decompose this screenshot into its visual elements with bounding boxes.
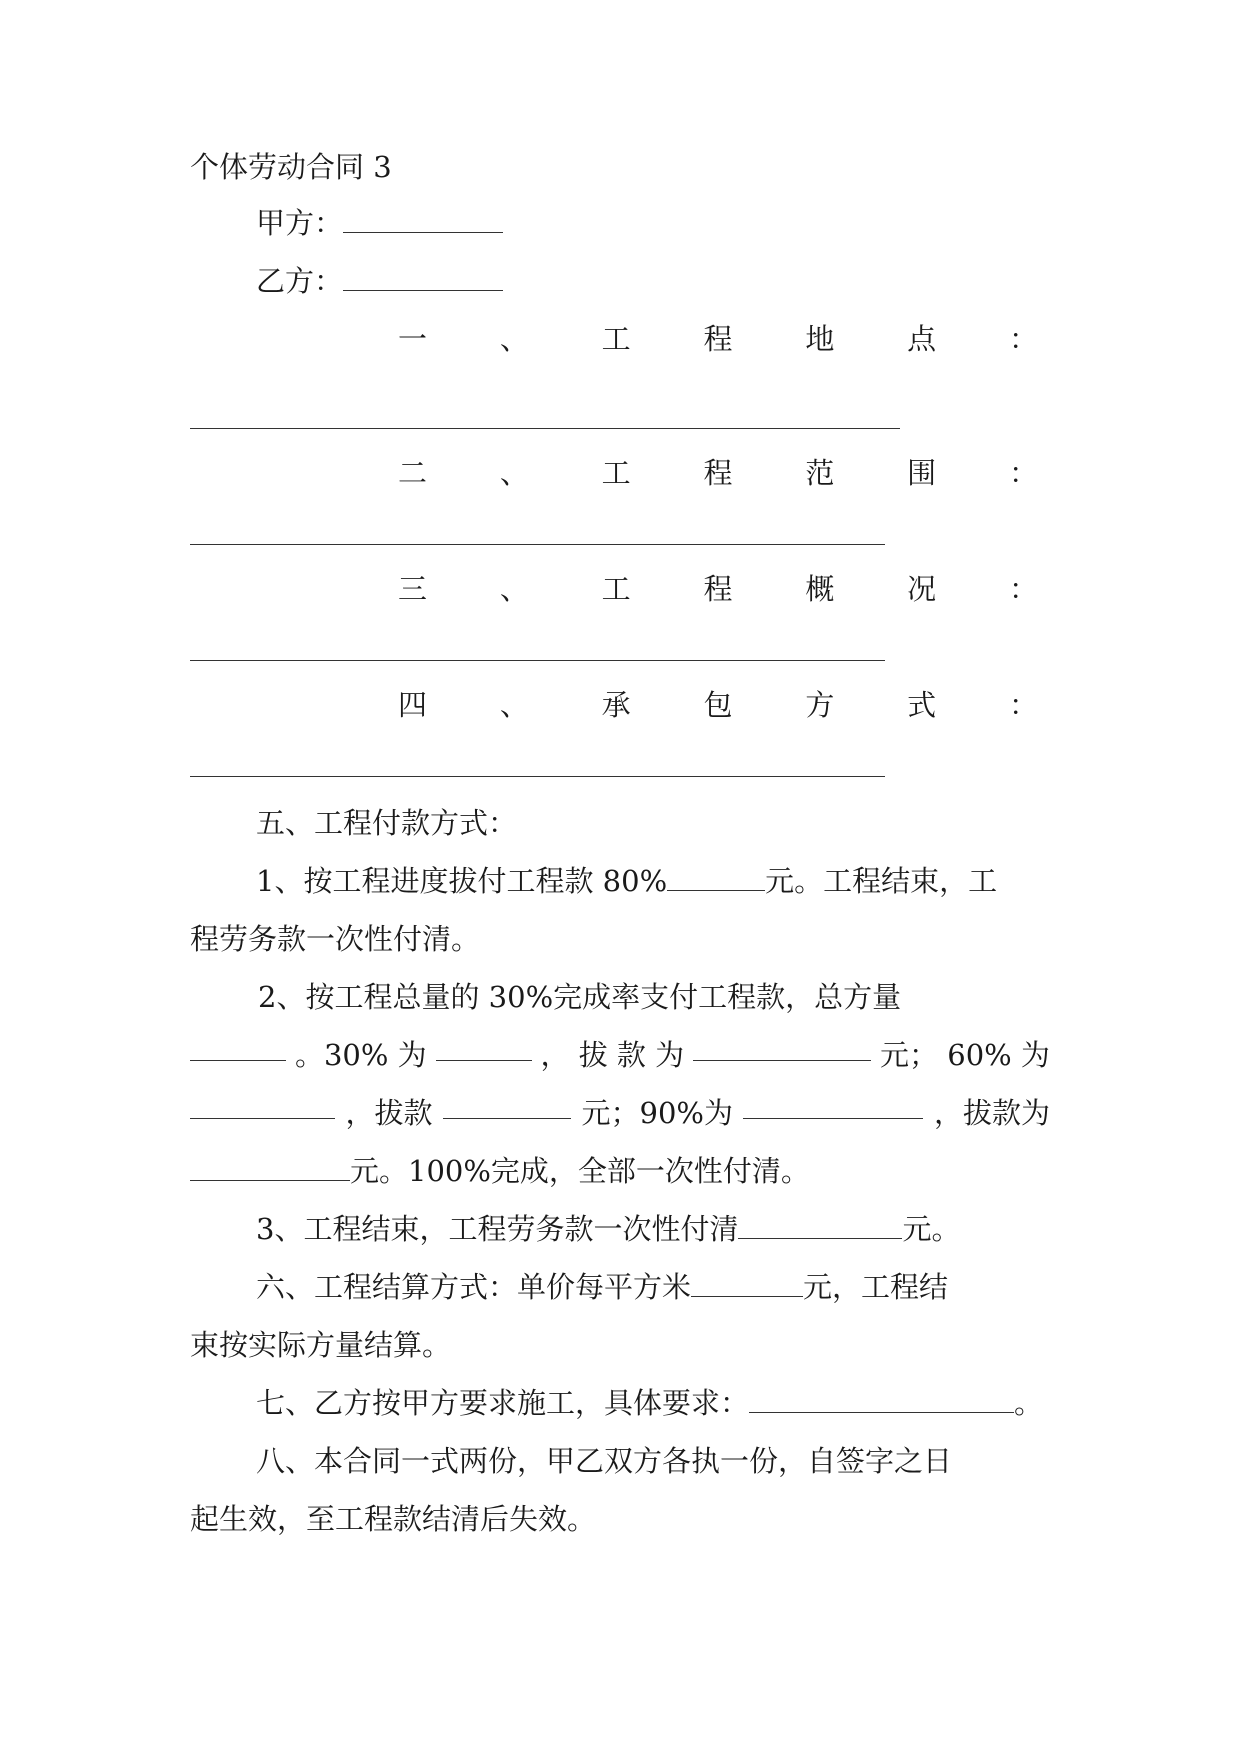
item-2-total-blank bbox=[190, 1034, 286, 1061]
section-4-char: 四 bbox=[398, 688, 428, 722]
section-1-char: 一 bbox=[398, 322, 428, 356]
section-1-char: 程 bbox=[703, 322, 733, 356]
section-1-char: 点 bbox=[907, 322, 937, 356]
item-2-text-a: 。30% 为 bbox=[294, 1038, 427, 1072]
item-3-blank bbox=[738, 1212, 902, 1239]
item-2-line-1: 2、按工程总量的 30%完成率支付工程款，总方量 bbox=[258, 980, 902, 1014]
item-2-text-f: ，拔款为 bbox=[933, 1096, 1050, 1130]
section-2-heading bbox=[398, 452, 1038, 494]
section-4-char: 包 bbox=[703, 688, 733, 722]
item-2-60-amount-blank bbox=[443, 1092, 571, 1119]
section-4-char: 、 bbox=[499, 688, 529, 722]
section-4-char: ： bbox=[1008, 688, 1038, 722]
section-4-char: 式 bbox=[907, 688, 937, 722]
section-5-heading: 五、工程付款方式： bbox=[256, 806, 518, 840]
section-3-char: 工 bbox=[601, 572, 631, 606]
section-4-char: 承 bbox=[601, 688, 631, 722]
item-3-line bbox=[256, 1208, 1116, 1250]
item-2-text-g: 元。100%完成，全部一次性付清。 bbox=[350, 1154, 810, 1188]
item-1-line-1 bbox=[256, 860, 1116, 902]
section-1-char: 、 bbox=[499, 322, 529, 356]
party-b-line bbox=[256, 260, 1116, 302]
section-6-text-a: 六、工程结算方式：单价每平方米 bbox=[256, 1270, 692, 1304]
section-3-char: 概 bbox=[805, 572, 835, 606]
section-3-char: 三 bbox=[398, 572, 428, 606]
party-a-label: 甲方： bbox=[256, 206, 344, 240]
item-2-30-blank bbox=[436, 1034, 532, 1061]
item-2-text-b: ， 拔 款 为 bbox=[540, 1038, 685, 1072]
section-6-text-b: 元，工程结 bbox=[803, 1270, 949, 1304]
party-a-blank bbox=[343, 206, 503, 233]
item-2-line-4 bbox=[190, 1150, 1050, 1192]
section-2-blank bbox=[190, 544, 885, 545]
section-2-char: 围 bbox=[907, 456, 937, 490]
item-1-line-2: 程劳务款一次性付清。 bbox=[190, 922, 481, 956]
item-3-text-b: 元。 bbox=[902, 1212, 961, 1246]
section-7-text-b: 。 bbox=[1014, 1386, 1044, 1420]
party-a-line bbox=[256, 202, 1116, 244]
section-6-line-2: 束按实际方量结算。 bbox=[190, 1328, 452, 1362]
section-3-char: ： bbox=[1008, 572, 1038, 606]
section-7-text-a: 七、乙方按甲方要求施工，具体要求： bbox=[256, 1386, 750, 1420]
section-3-blank bbox=[190, 660, 885, 661]
section-3-char: 、 bbox=[499, 572, 529, 606]
item-1-text-b: 元。工程结束，工 bbox=[765, 864, 998, 898]
section-1-char: 地 bbox=[805, 322, 835, 356]
section-7-line bbox=[256, 1382, 1116, 1424]
section-3-heading bbox=[398, 568, 1038, 610]
item-1-blank bbox=[667, 864, 765, 891]
section-3-char: 况 bbox=[907, 572, 937, 606]
party-b-blank bbox=[343, 264, 503, 291]
item-2-text-e: 元；90%为 bbox=[581, 1096, 733, 1130]
section-4-char: 方 bbox=[805, 688, 835, 722]
section-6-line-1 bbox=[256, 1266, 1116, 1308]
item-1-text-a: 1、按工程进度拔付工程款 80% bbox=[256, 864, 668, 898]
section-6-blank bbox=[691, 1270, 803, 1297]
section-2-char: 程 bbox=[703, 456, 733, 490]
section-7-blank bbox=[749, 1386, 1014, 1413]
section-2-char: ： bbox=[1008, 456, 1038, 490]
item-2-text-d: ，拔款 bbox=[345, 1096, 433, 1130]
document-title: 个体劳动合同 3 bbox=[190, 150, 392, 184]
section-1-heading bbox=[398, 318, 1038, 360]
item-3-text-a: 3、工程结束，工程劳务款一次性付清 bbox=[256, 1212, 739, 1246]
section-8-line-2: 起生效，至工程款结清后失效。 bbox=[190, 1502, 597, 1536]
item-2-line-3 bbox=[190, 1092, 1050, 1134]
section-3-char: 程 bbox=[703, 572, 733, 606]
party-b-label: 乙方： bbox=[256, 264, 344, 298]
item-2-90-amount-blank bbox=[190, 1154, 350, 1181]
section-1-char: ： bbox=[1008, 322, 1038, 356]
item-2-text-c: 元； 60% 为 bbox=[880, 1038, 1050, 1072]
item-2-line-2 bbox=[190, 1034, 1050, 1076]
section-2-char: 、 bbox=[499, 456, 529, 490]
section-8-line-1: 八、本合同一式两份，甲乙双方各执一份，自签字之日 bbox=[256, 1444, 953, 1478]
section-2-char: 二 bbox=[398, 456, 428, 490]
item-2-90-blank bbox=[743, 1092, 923, 1119]
section-1-blank bbox=[190, 428, 900, 429]
section-4-heading bbox=[398, 684, 1038, 726]
item-2-30-amount-blank bbox=[693, 1034, 871, 1061]
item-2-60-blank bbox=[190, 1092, 335, 1119]
section-2-char: 工 bbox=[601, 456, 631, 490]
section-4-blank bbox=[190, 776, 885, 777]
section-1-char: 工 bbox=[601, 322, 631, 356]
section-2-char: 范 bbox=[805, 456, 835, 490]
